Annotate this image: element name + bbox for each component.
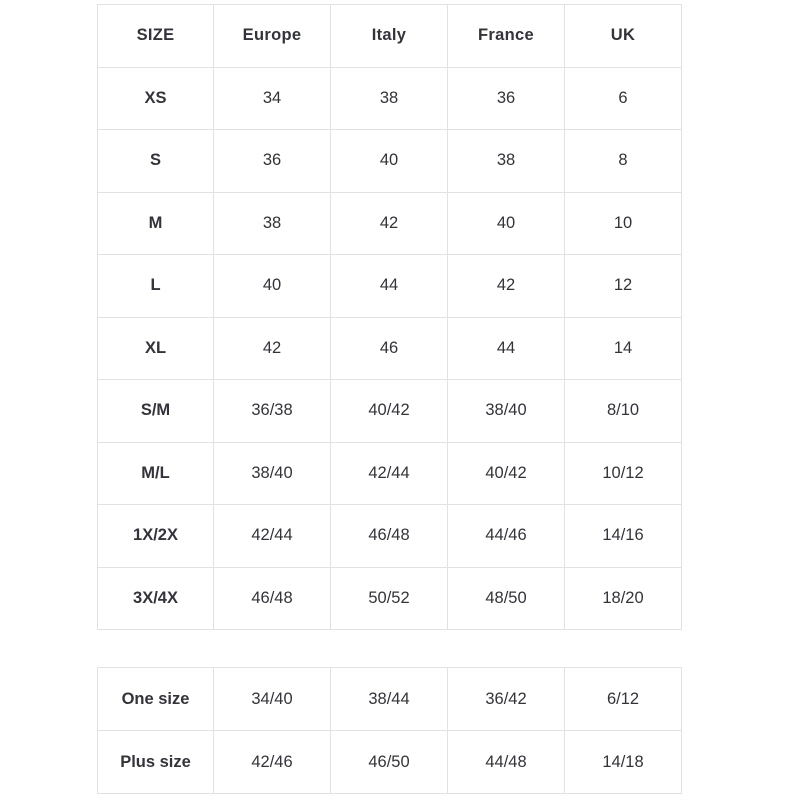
table-header-row	[98, 5, 682, 68]
table-header	[98, 5, 682, 68]
cell-uk: 8/10	[565, 380, 682, 443]
cell-italy: 40	[331, 130, 448, 193]
cell-france: 44	[448, 317, 565, 380]
cell-size: Plus size	[98, 731, 214, 794]
cell-size: XL	[98, 317, 214, 380]
cell-uk: 14/18	[565, 731, 682, 794]
column-header-europe: Europe	[214, 5, 331, 68]
cell-italy: 46/48	[331, 505, 448, 568]
table-body	[98, 668, 682, 794]
table-row	[98, 567, 682, 630]
table-body	[98, 67, 682, 630]
cell-italy: 42/44	[331, 442, 448, 505]
cell-france: 38	[448, 130, 565, 193]
cell-uk: 6	[565, 67, 682, 130]
cell-france: 48/50	[448, 567, 565, 630]
cell-france: 40/42	[448, 442, 565, 505]
table-row	[98, 442, 682, 505]
cell-uk: 10	[565, 192, 682, 255]
main-size-chart-table	[97, 4, 682, 630]
table-row	[98, 731, 682, 794]
cell-france: 36/42	[448, 668, 565, 731]
column-header-italy: Italy	[331, 5, 448, 68]
cell-italy: 46/50	[331, 731, 448, 794]
cell-france: 40	[448, 192, 565, 255]
cell-uk: 12	[565, 255, 682, 318]
column-header-uk: UK	[565, 5, 682, 68]
cell-size: M	[98, 192, 214, 255]
cell-size: 3X/4X	[98, 567, 214, 630]
cell-europe: 40	[214, 255, 331, 318]
cell-size: S	[98, 130, 214, 193]
cell-france: 38/40	[448, 380, 565, 443]
table-row	[98, 130, 682, 193]
cell-france: 42	[448, 255, 565, 318]
cell-size: L	[98, 255, 214, 318]
cell-size: XS	[98, 67, 214, 130]
cell-italy: 40/42	[331, 380, 448, 443]
cell-italy: 38/44	[331, 668, 448, 731]
cell-europe: 34/40	[214, 668, 331, 731]
cell-europe: 42	[214, 317, 331, 380]
cell-italy: 50/52	[331, 567, 448, 630]
table-row	[98, 255, 682, 318]
cell-france: 44/48	[448, 731, 565, 794]
cell-uk: 6/12	[565, 668, 682, 731]
table-row	[98, 668, 682, 731]
cell-europe: 42/46	[214, 731, 331, 794]
cell-italy: 38	[331, 67, 448, 130]
table-row	[98, 67, 682, 130]
cell-france: 36	[448, 67, 565, 130]
cell-size: M/L	[98, 442, 214, 505]
cell-europe: 36/38	[214, 380, 331, 443]
column-header-size: SIZE	[98, 5, 214, 68]
table-row	[98, 380, 682, 443]
cell-europe: 46/48	[214, 567, 331, 630]
column-header-france: France	[448, 5, 565, 68]
cell-uk: 10/12	[565, 442, 682, 505]
cell-europe: 34	[214, 67, 331, 130]
cell-italy: 44	[331, 255, 448, 318]
cell-europe: 36	[214, 130, 331, 193]
cell-uk: 18/20	[565, 567, 682, 630]
table-row	[98, 317, 682, 380]
cell-size: S/M	[98, 380, 214, 443]
combined-size-chart-table	[97, 667, 682, 794]
cell-uk: 8	[565, 130, 682, 193]
cell-uk: 14/16	[565, 505, 682, 568]
cell-france: 44/46	[448, 505, 565, 568]
cell-europe: 38/40	[214, 442, 331, 505]
table-row	[98, 192, 682, 255]
cell-europe: 38	[214, 192, 331, 255]
cell-size: 1X/2X	[98, 505, 214, 568]
cell-uk: 14	[565, 317, 682, 380]
cell-size: One size	[98, 668, 214, 731]
cell-europe: 42/44	[214, 505, 331, 568]
table-row	[98, 505, 682, 568]
cell-italy: 42	[331, 192, 448, 255]
cell-italy: 46	[331, 317, 448, 380]
